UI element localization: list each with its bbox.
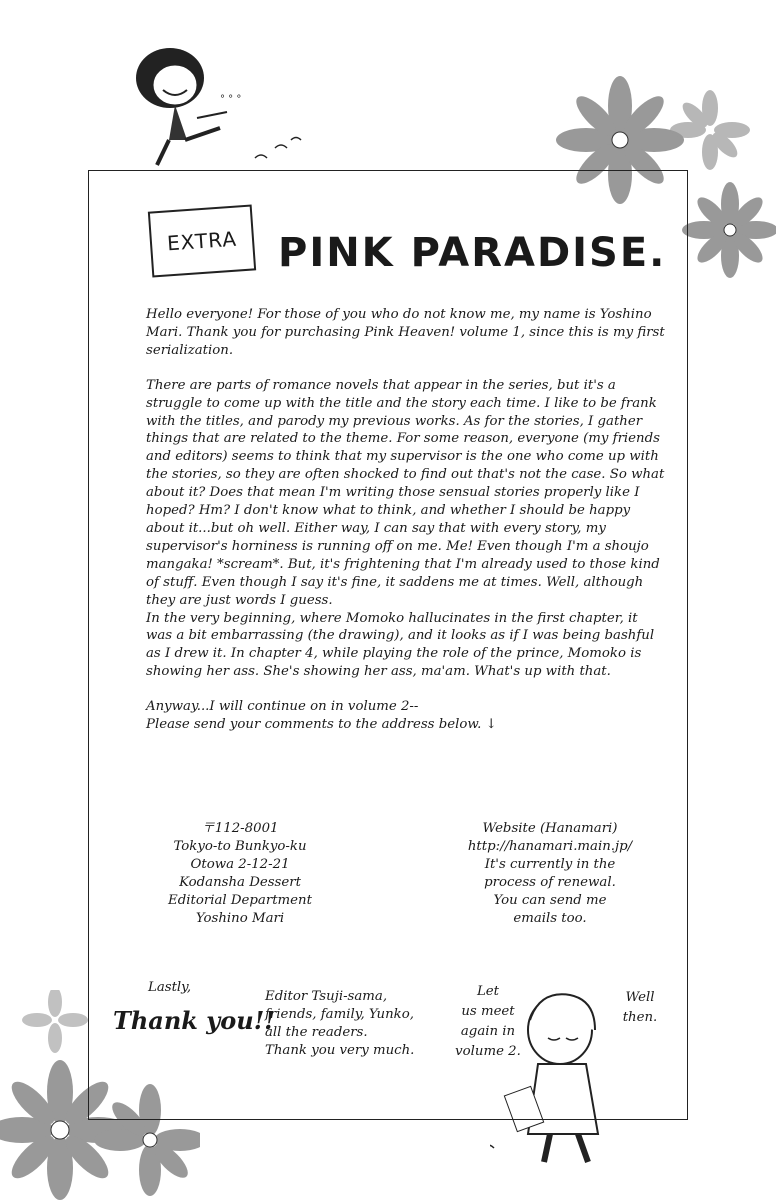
- address-line: Kodansha Dessert: [179, 875, 301, 890]
- well-line: Well: [625, 990, 655, 1005]
- address-line: Otowa 2-12-21: [190, 857, 290, 872]
- mailing-address: [150, 820, 330, 928]
- lastly-text: Lastly,: [148, 980, 192, 995]
- ack-line: all the readers.: [265, 1025, 368, 1040]
- website-url: http://hanamari.main.jp/: [467, 839, 633, 854]
- website-line: Website (Hanamari): [482, 821, 618, 836]
- paragraph-momoko: In the very beginning, where Momoko hallucinates in the first chapter, it was a bit embarrassing (the drawing), and it looks as if I was being bashful as I drew it. In chapter 4, while playing the role of the prince, Momoko is showing her ass. She's showing her ass, ma'am. What's up with that.: [146, 610, 655, 680]
- well-line: then.: [622, 1010, 658, 1025]
- website-line: process of renewal.: [484, 875, 616, 890]
- website-line: emails too.: [513, 911, 587, 926]
- meet-line: volume 2.: [455, 1044, 521, 1059]
- paragraph-send-comments: Please send your comments to the address below. ↓: [146, 717, 497, 733]
- website-info: [450, 820, 650, 928]
- extra-label: EXTRA: [166, 226, 238, 256]
- thank-you-heading: Thank you!!: [113, 1006, 275, 1035]
- paragraph-romance-novels: There are parts of romance novels that appear in the series, but it's a struggle to come up with the title and the story each time. I like to be frank with the titles, and parody my previous works. As for the stories, I gather things that are related to the theme. For some reason, everyone (my friends and editors) seems to think that my supervisor is the one who come up with the stories, so they are often shocked to find out that's not the case. So what about it? Does that mean I'm writing those sensual stories properly like I hoped? Hm? I don't know what to think, and whether I should be happy about it...but oh well. Either way, I can say that with every story, my supervisor's horniness is running off on me. Me! Even though I'm a shoujo mangaka! *scream*. But, it's frightening that I'm already used to those kind of stuff. Even though I say it's fine, it saddens me at times. Well, although they are just words I guess.: [146, 377, 665, 608]
- meet-line: again in: [460, 1024, 516, 1039]
- paragraph-intro: Hello everyone! For those of you who do not know me, my name is Yoshino Mari. Thank you for purchasing Pink Heaven! volume 1, since this is my first serialization.: [146, 307, 665, 358]
- ack-line: friends, family, Yunko,: [265, 1007, 414, 1022]
- address-line: Yoshino Mari: [195, 911, 285, 926]
- meet-line: us meet: [461, 1004, 515, 1019]
- chibi-author-running-illustration: [125, 40, 315, 180]
- ack-line: Thank you very much.: [265, 1043, 415, 1058]
- let-us-meet-text: [447, 982, 529, 1062]
- acknowledgements: [265, 988, 435, 1060]
- ack-line: Editor Tsuji-sama,: [265, 989, 388, 1004]
- author-note-body: [146, 306, 666, 751]
- page-title: PINK PARADISE.: [278, 230, 667, 276]
- address-line: 〒112-8001: [201, 821, 279, 836]
- website-line: It's currently in the: [484, 857, 616, 872]
- well-then-text: [615, 988, 665, 1028]
- address-line: Tokyo-to Bunkyo-ku: [173, 839, 307, 854]
- paragraph-continue: Anyway...I will continue on in volume 2--: [146, 699, 419, 715]
- svg-text:° ° °: ° ° °: [220, 94, 242, 105]
- website-line: You can send me: [493, 893, 607, 908]
- meet-line: Let: [476, 984, 500, 999]
- address-line: Editorial Department: [168, 893, 312, 908]
- extra-label-box: [148, 204, 256, 277]
